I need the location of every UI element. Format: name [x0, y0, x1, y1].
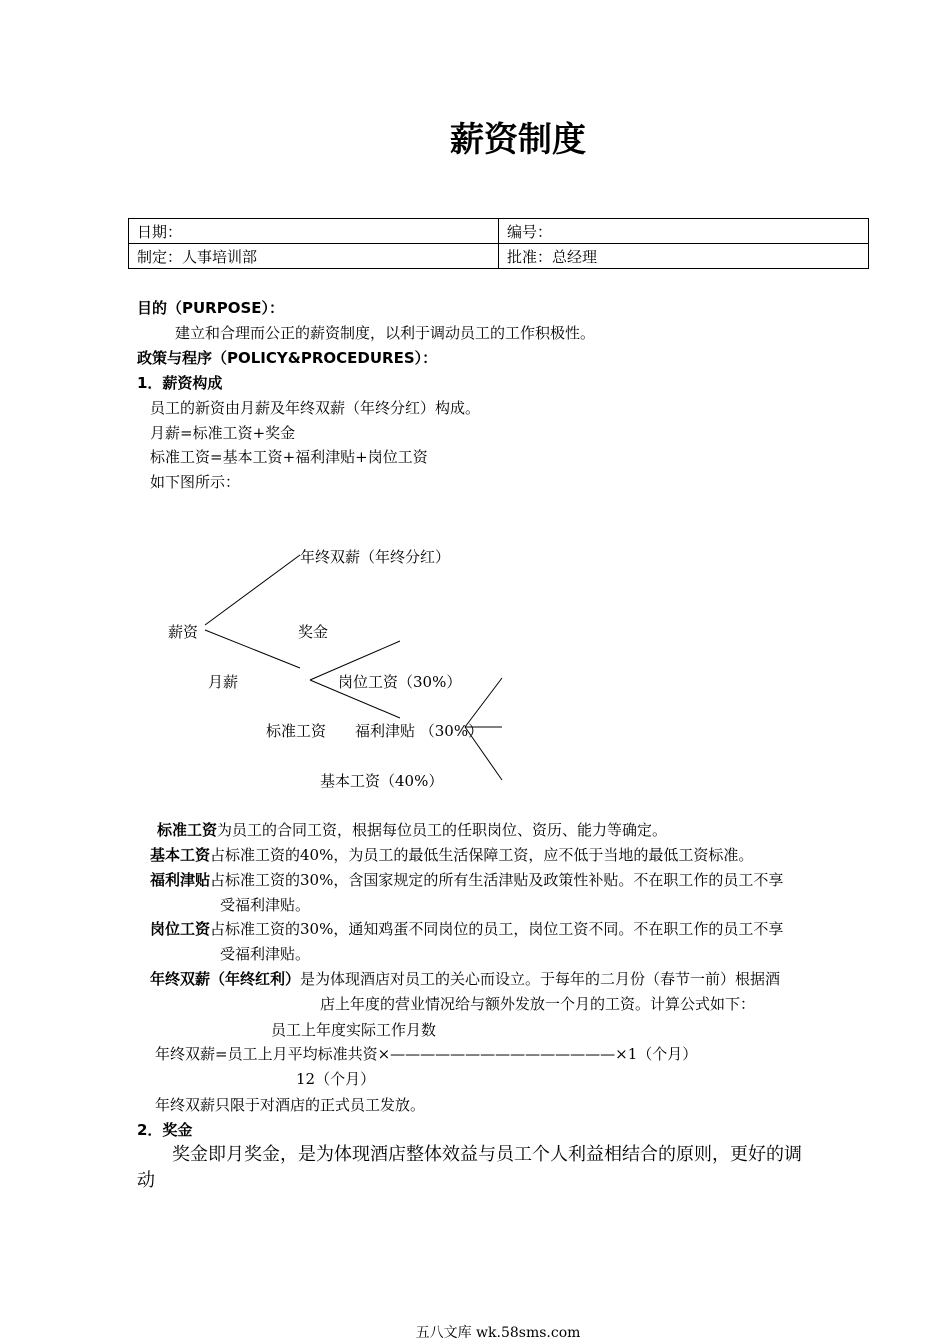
purpose-heading: 目的（PURPOSE）：: [137, 299, 285, 317]
page-title: 薪资制度: [450, 120, 586, 160]
diagram-standard: 标准工资: [266, 722, 327, 740]
section1-heading: 1．薪资构成: [137, 374, 223, 392]
diagram-basic: 基本工资（40%）: [320, 772, 444, 790]
definition-continuation: 受福利津贴。: [220, 945, 311, 963]
diagram-monthly: 月薪: [208, 673, 239, 691]
diagram-year-end: 年终双薪（年终分红）: [300, 548, 451, 566]
definition-term: 标准工资: [157, 821, 218, 839]
section2-text-continuation: 动: [137, 1170, 155, 1191]
definition-text: 占标准工资的40%，为员工的最低生活保障工资，应不低于当地的最低工资标准。: [210, 846, 754, 864]
approved-by-cell: 批准：总经理: [499, 244, 869, 269]
diagram-post: 岗位工资（30%）: [338, 673, 462, 691]
formula-note: 年终双薪只限于对酒店的正式员工发放。: [155, 1096, 426, 1114]
definition-text: 占标准工资的30%，含国家规定的所有生活津贴及政策性补贴。不在职工作的员工不享: [210, 871, 784, 889]
definition-term: 年终双薪（年终红利）: [150, 970, 301, 988]
date-cell: 日期：: [129, 219, 499, 244]
purpose-text: 建立和合理而公正的薪资制度，以利于调动员工的工作积极性。: [175, 324, 596, 342]
section2-text: 奖金即月奖金，是为体现酒店整体效益与员工个人利益相结合的原则，更好的调: [172, 1144, 802, 1165]
definition-item: [150, 967, 862, 1017]
connector-line: [465, 678, 502, 727]
diagram-bonus: 奖金: [298, 623, 329, 641]
number-cell: 编号：: [499, 219, 869, 244]
definition-term: 岗位工资: [150, 920, 211, 938]
section2-heading: 2．奖金: [137, 1121, 193, 1139]
section1-line: 如下图所示：: [150, 473, 241, 491]
formula-main: 年终双薪=员工上月平均标准共资×———————————————×1（个月）: [155, 1045, 698, 1063]
definition-continuation: 受福利津贴。: [220, 896, 311, 914]
policy-heading: 政策与程序（POLICY&PROCEDURES）：: [137, 349, 438, 367]
section1-line: 月薪=标准工资+奖金: [150, 424, 296, 442]
footer-watermark: 五八文库 wk.58sms.com: [415, 1325, 581, 1341]
made-by-cell: 制定：人事培训部: [129, 244, 499, 269]
connector-line: [205, 555, 300, 625]
definition-item: [150, 917, 862, 967]
section1-line: 标准工资=基本工资+福利津贴+岗位工资: [150, 448, 428, 466]
definition-term: 基本工资: [150, 846, 211, 864]
definition-text: 占标准工资的30%，通知鸡蛋不同岗位的员工，岗位工资不同。不在职工作的员工不享: [210, 920, 784, 938]
definition-text: 是为体现酒店对员工的关心而设立。于每年的二月份（春节一前）根据酒: [300, 970, 781, 988]
definition-text: 为员工的合同工资，根据每位员工的任职岗位、资历、能力等确定。: [217, 821, 668, 839]
definition-item: [157, 818, 869, 843]
formula-numerator: 员工上年度实际工作月数: [271, 1021, 437, 1039]
connector-line: [205, 630, 300, 668]
section1-line: 员工的新资由月薪及年终双薪（年终分红）构成。: [150, 399, 481, 417]
diagram-root: 薪资: [168, 623, 199, 641]
diagram-welfare: 福利津贴 （30%）: [355, 722, 484, 740]
definition-term: 福利津贴: [150, 871, 211, 889]
definition-item: [150, 843, 862, 868]
definition-continuation: 店上年度的营业情况给与额外发放一个月的工资。计算公式如下：: [320, 995, 756, 1013]
definition-item: [150, 868, 862, 918]
formula-denominator: 12（个月）: [296, 1070, 376, 1088]
